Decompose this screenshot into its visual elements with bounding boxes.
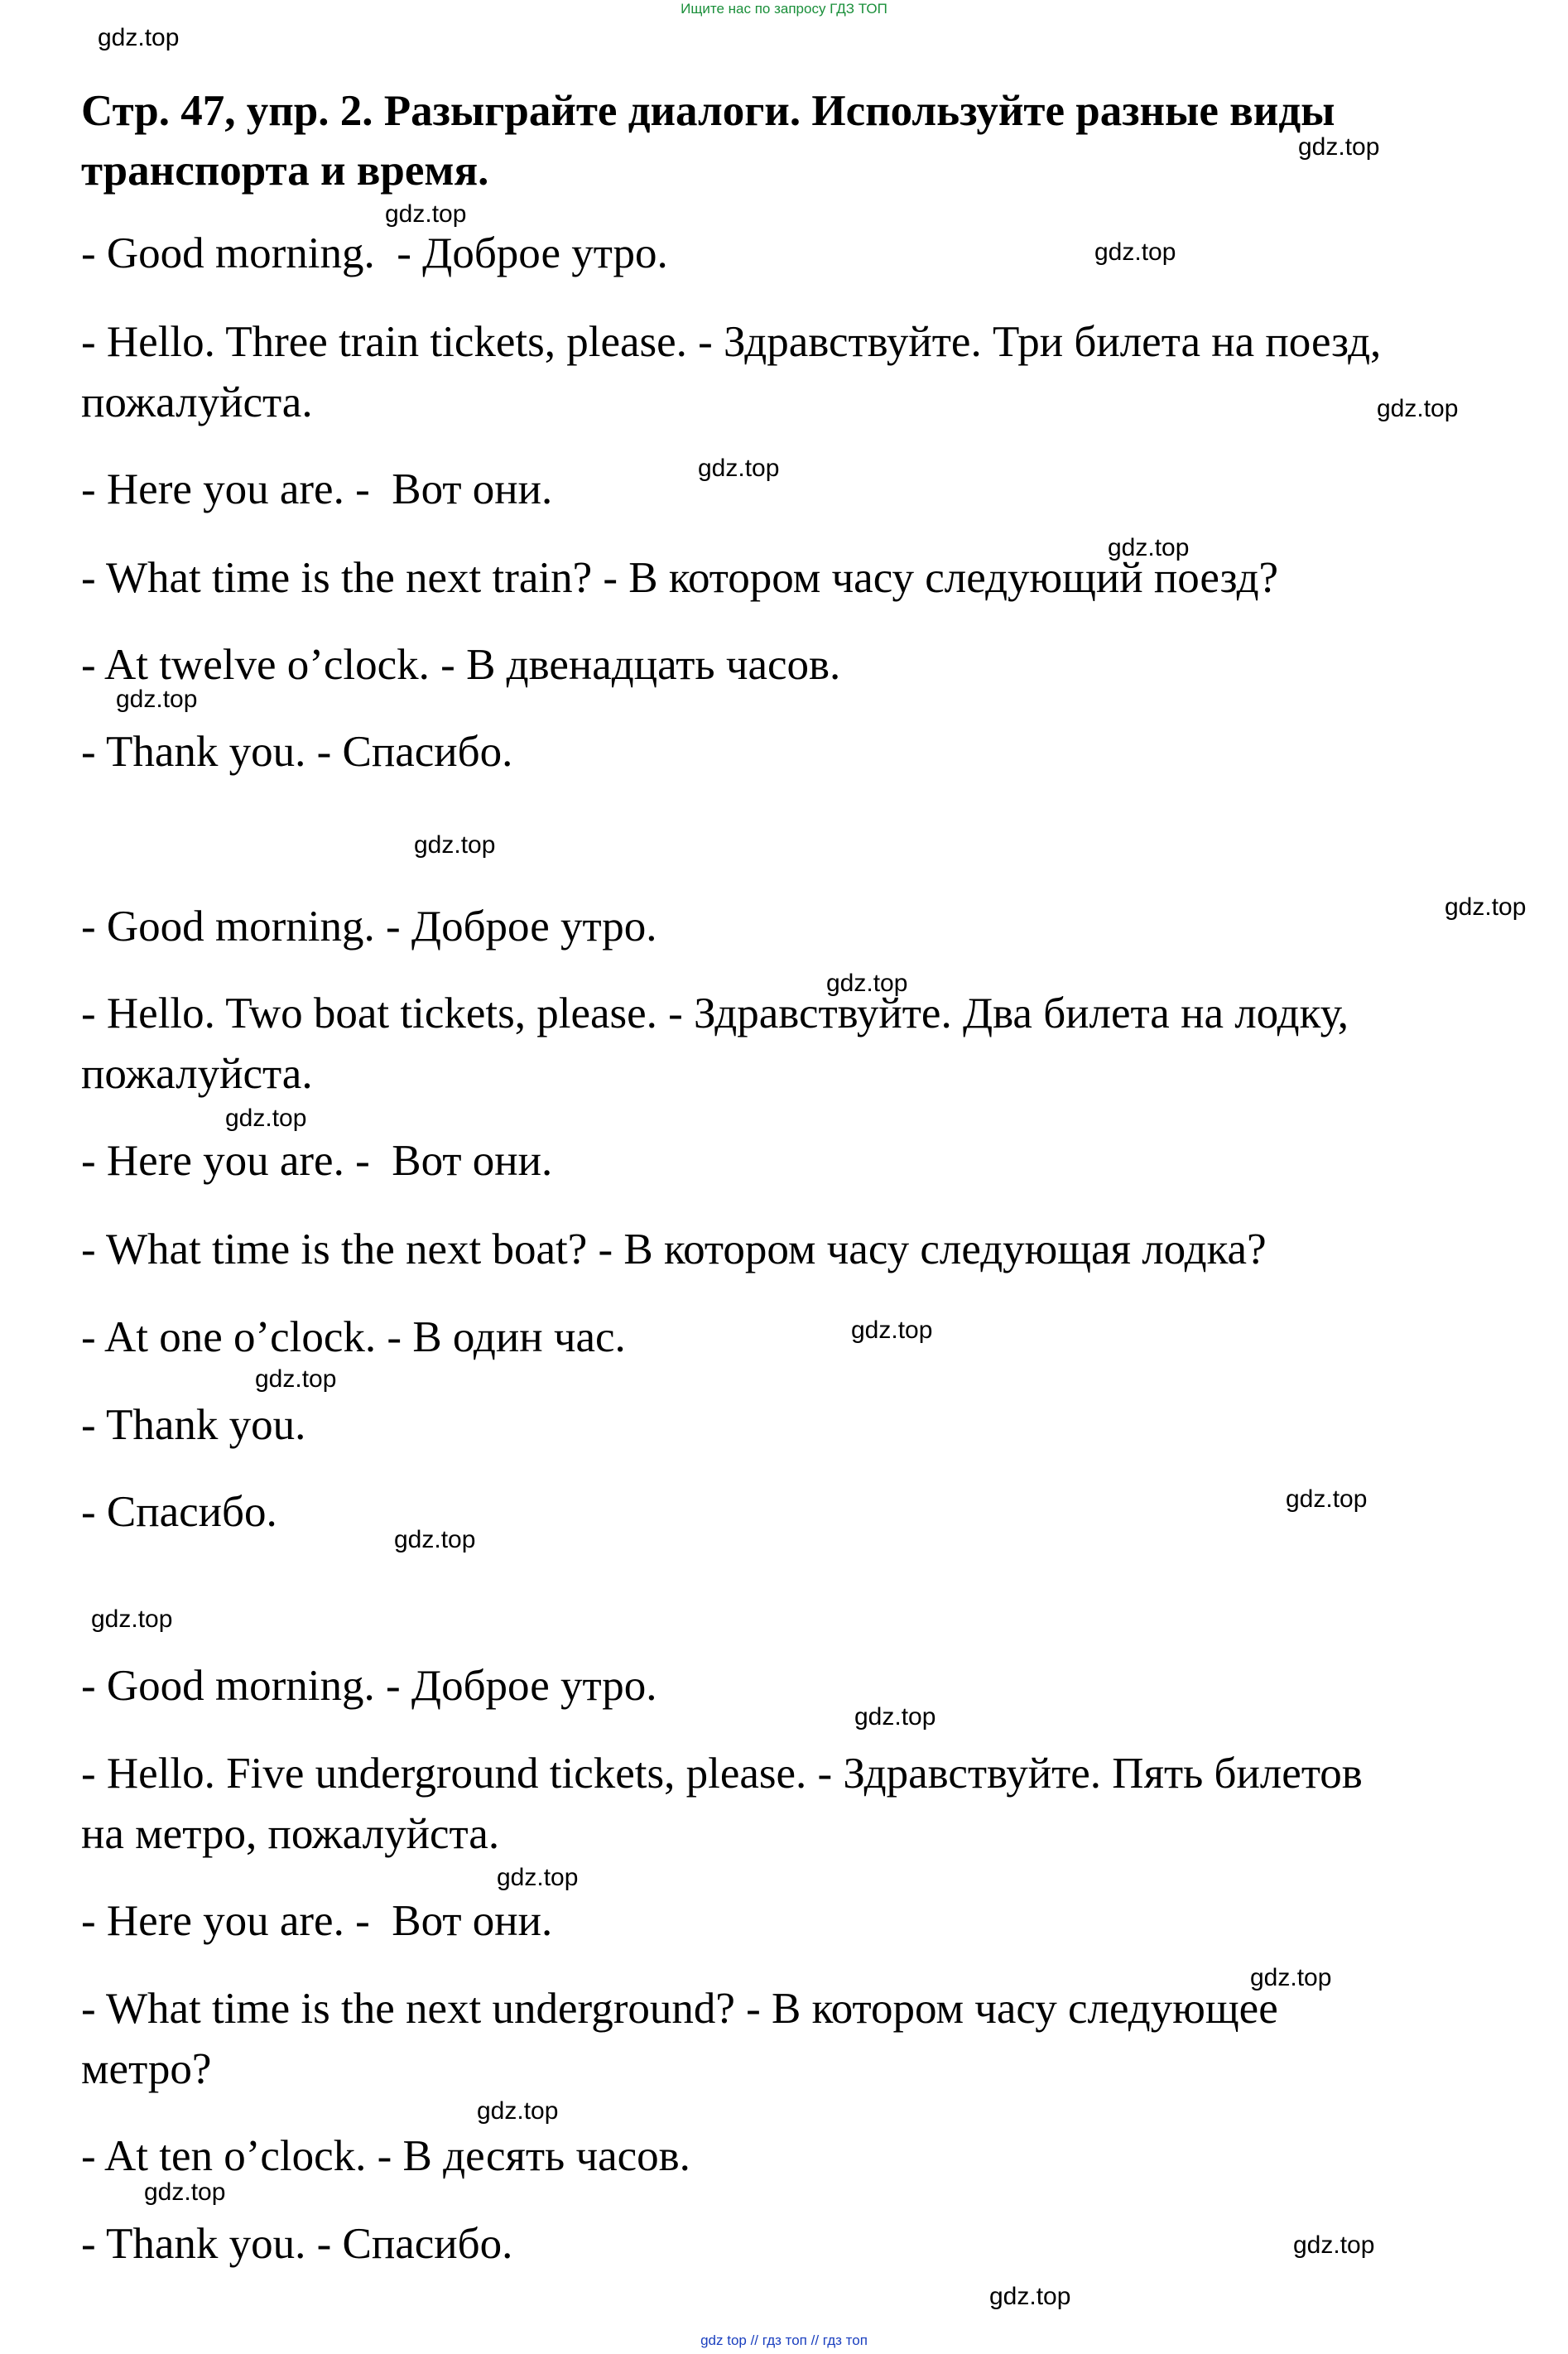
dialogue2-greeting: - Good morning. - Доброе утро. xyxy=(81,903,657,951)
dialogue3-question: - What time is the next underground? - В котором часу следующее xyxy=(81,1985,1278,2033)
watermark: gdz.top xyxy=(1298,133,1380,161)
watermark: gdz.top xyxy=(414,831,496,859)
dialogue2-question: - What time is the next boat? - В котором часу следующая лодка? xyxy=(81,1225,1267,1273)
watermark: gdz.top xyxy=(385,200,467,228)
dialogue2-request-cont: пожалуйста. xyxy=(81,1050,313,1098)
dialogue2-request: - Hello. Two boat tickets, please. - Здравствуйте. Два билета на лодку, xyxy=(81,989,1349,1037)
dialogue3-request: - Hello. Five underground tickets, please. - Здравствуйте. Пять билетов xyxy=(81,1750,1363,1798)
dialogue1-answer: - At twelve o’clock. - В двенадцать часов. xyxy=(81,641,841,689)
watermark: gdz.top xyxy=(91,1605,173,1633)
top-banner: Ищите нас по запросу ГДЗ ТОП xyxy=(681,1,887,17)
dialogue1-request-cont: пожалуйста. xyxy=(81,378,313,426)
watermark: gdz.top xyxy=(255,1365,337,1393)
watermark: gdz.top xyxy=(1108,534,1190,561)
watermark: gdz.top xyxy=(1094,238,1176,266)
dialogue3-request-cont: на метро, пожалуйста. xyxy=(81,1810,500,1858)
watermark: gdz.top xyxy=(1250,1964,1332,1991)
watermark: gdz.top xyxy=(989,2283,1071,2310)
dialogue3-thanks: - Thank you. - Спасибо. xyxy=(81,2220,513,2268)
watermark: gdz.top xyxy=(497,1864,579,1891)
watermark: gdz.top xyxy=(225,1105,307,1132)
dialogue3-greeting: - Good morning. - Доброе утро. xyxy=(81,1662,657,1710)
heading-line-1: Стр. 47, упр. 2. Разыграйте диалоги. Используйте разные виды xyxy=(81,87,1335,135)
watermark: gdz.top xyxy=(477,2097,559,2125)
dialogue3-question-cont: метро? xyxy=(81,2045,212,2093)
watermark: gdz.top xyxy=(1377,395,1459,422)
dialogue1-question: - What time is the next train? - В котором часу следующий поезд? xyxy=(81,554,1279,602)
watermark: gdz.top xyxy=(698,455,780,482)
watermark: gdz.top xyxy=(116,686,198,713)
watermark: gdz.top xyxy=(1293,2231,1375,2259)
watermark: gdz.top xyxy=(98,24,180,51)
bottom-footer: gdz top // гдз топ // гдз топ xyxy=(700,2332,868,2348)
dialogue2-here-you-are: - Here you are. - Вот они. xyxy=(81,1137,553,1185)
dialogue2-answer: - At one o’clock. - В один час. xyxy=(81,1313,626,1361)
dialogue3-here-you-are: - Here you are. - Вот они. xyxy=(81,1897,553,1945)
watermark: gdz.top xyxy=(1445,893,1527,921)
dialogue2-thanks: - Thank you. xyxy=(81,1401,306,1449)
watermark: gdz.top xyxy=(144,2178,226,2206)
watermark: gdz.top xyxy=(851,1317,933,1344)
watermark: gdz.top xyxy=(1286,1485,1368,1513)
watermark: gdz.top xyxy=(826,970,908,997)
heading-line-2: транспорта и время. xyxy=(81,147,489,195)
dialogue1-greeting: - Good morning. - Доброе утро. xyxy=(81,229,668,277)
watermark: gdz.top xyxy=(854,1703,936,1731)
watermark: gdz.top xyxy=(394,1526,476,1553)
dialogue2-thanks-translation: - Спасибо. xyxy=(81,1488,277,1536)
dialogue1-here-you-are: - Here you are. - Вот они. xyxy=(81,465,553,513)
dialogue1-request: - Hello. Three train tickets, please. - Здравствуйте. Три билета на поезд, xyxy=(81,318,1382,366)
dialogue3-answer: - At ten o’clock. - В десять часов. xyxy=(81,2132,690,2180)
dialogue1-thanks: - Thank you. - Спасибо. xyxy=(81,728,513,776)
